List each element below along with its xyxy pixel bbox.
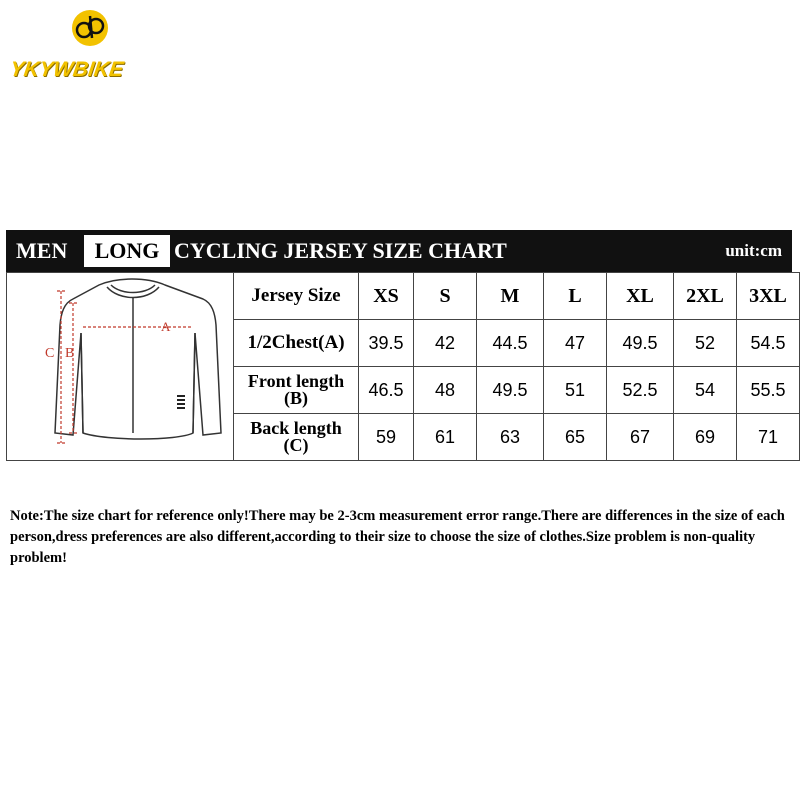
table-cell: 51 [544,367,607,414]
size-xs: XS [359,273,414,320]
title-prefix: MEN [16,238,68,263]
table-cell: 54.5 [737,320,800,367]
table-header-row [7,273,800,320]
table-cell: 49.5 [477,367,544,414]
table-cell: 48 [414,367,477,414]
label-a: A [161,319,171,334]
table-cell: 65 [544,414,607,461]
table-cell: 71 [737,414,800,461]
size-l: L [544,273,607,320]
table-cell: 39.5 [359,320,414,367]
table-cell: 46.5 [359,367,414,414]
row-label-cell: Front length (B) [234,367,359,414]
size-2xl: 2XL [674,273,737,320]
size-s: S [414,273,477,320]
jersey-diagram [7,273,234,461]
size-m: M [477,273,544,320]
disclaimer-note: Note:The size chart for reference only!There may be 2-3cm measurement error range.There are differences in the size of each person,dress preferences are also different,according to their size to choose the size of clothes.Size problem is non-quality problem! [10,508,785,566]
table-cell: 52 [674,320,737,367]
title-text: CYCLING JERSEY SIZE CHART [174,238,507,263]
table-cell: 55.5 [737,367,800,414]
table-cell: 49.5 [607,320,674,367]
header-label: Jersey Size [251,284,341,306]
table-cell: 47 [544,320,607,367]
table-cell: 59 [359,414,414,461]
table-cell: 61 [414,414,477,461]
size-3xl: 3XL [737,273,800,320]
row-label-cell: 1/2Chest(A) [234,320,359,367]
unit-label: unit:cm [725,241,782,260]
row-label-cell: Back length (C) [234,414,359,461]
size-xl: XL [607,273,674,320]
table-cell: 44.5 [477,320,544,367]
title-highlight: LONG [84,235,170,267]
brand-name: YKYWBIKE [8,58,125,81]
header-label-cell [234,273,359,320]
jersey-icon [7,273,233,459]
table-cell: 67 [607,414,674,461]
size-chart-table [6,272,800,461]
brand-logo [8,8,153,83]
table-cell: 63 [477,414,544,461]
table-cell: 69 [674,414,737,461]
cyclist-logo-icon [70,8,110,48]
table-cell: 42 [414,320,477,367]
label-b: B [65,346,75,361]
table-cell: 54 [674,367,737,414]
table-cell: 52.5 [607,367,674,414]
label-c: C [45,346,55,361]
title-bar [6,230,792,272]
